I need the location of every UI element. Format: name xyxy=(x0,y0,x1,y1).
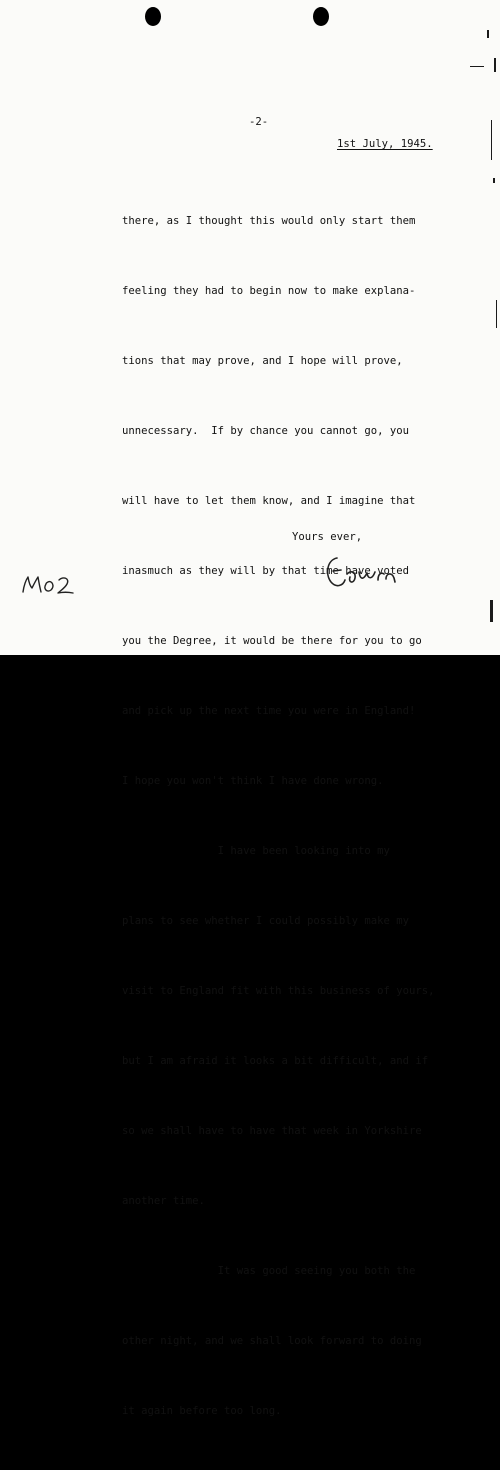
body-line: so we shall have to have that week in Yorkshire xyxy=(122,1125,422,1138)
closing-salutation: Yours ever, xyxy=(292,531,363,543)
body-line: tions that may prove, and I hope will prove, xyxy=(122,354,403,367)
body-line: feeling they had to begin now to make explana- xyxy=(122,284,416,297)
body-line: you the Degree, it would be there for you to go xyxy=(122,634,422,647)
punch-hole-left xyxy=(145,7,161,26)
body-line: there, as I thought this would only start them xyxy=(122,214,416,227)
page-number: -2- xyxy=(249,116,269,128)
body-line: and pick up the next time you were in England! xyxy=(122,704,416,717)
body-line: unnecessary. If by chance you cannot go, you xyxy=(122,424,410,437)
margin-note xyxy=(20,571,84,597)
body-line: it again before too long. xyxy=(122,1405,282,1418)
body-line: I have been looking into my xyxy=(122,844,390,857)
letter-body xyxy=(122,163,435,1470)
body-line: other night, and we shall look forward to doing xyxy=(122,1335,422,1348)
body-line: inasmuch as they will by that time have voted xyxy=(122,564,410,577)
body-line: but I am afraid it looks a bit difficult, and if xyxy=(122,1055,429,1068)
punch-hole-right xyxy=(313,7,329,26)
body-line: will have to let them know, and I imagine that xyxy=(122,494,416,507)
body-line: It was good seeing you both the xyxy=(122,1265,416,1278)
signature xyxy=(323,552,403,594)
body-line: plans to see whether I could possibly make my xyxy=(122,915,410,927)
scan-bottom-border xyxy=(0,655,500,696)
body-line: I hope you won't think I have done wrong. xyxy=(122,774,384,787)
body-line: visit to England fit with this business of yours, xyxy=(122,985,435,998)
letter-date: 1st July, 1945. xyxy=(337,138,433,150)
body-line: another time. xyxy=(122,1195,205,1208)
